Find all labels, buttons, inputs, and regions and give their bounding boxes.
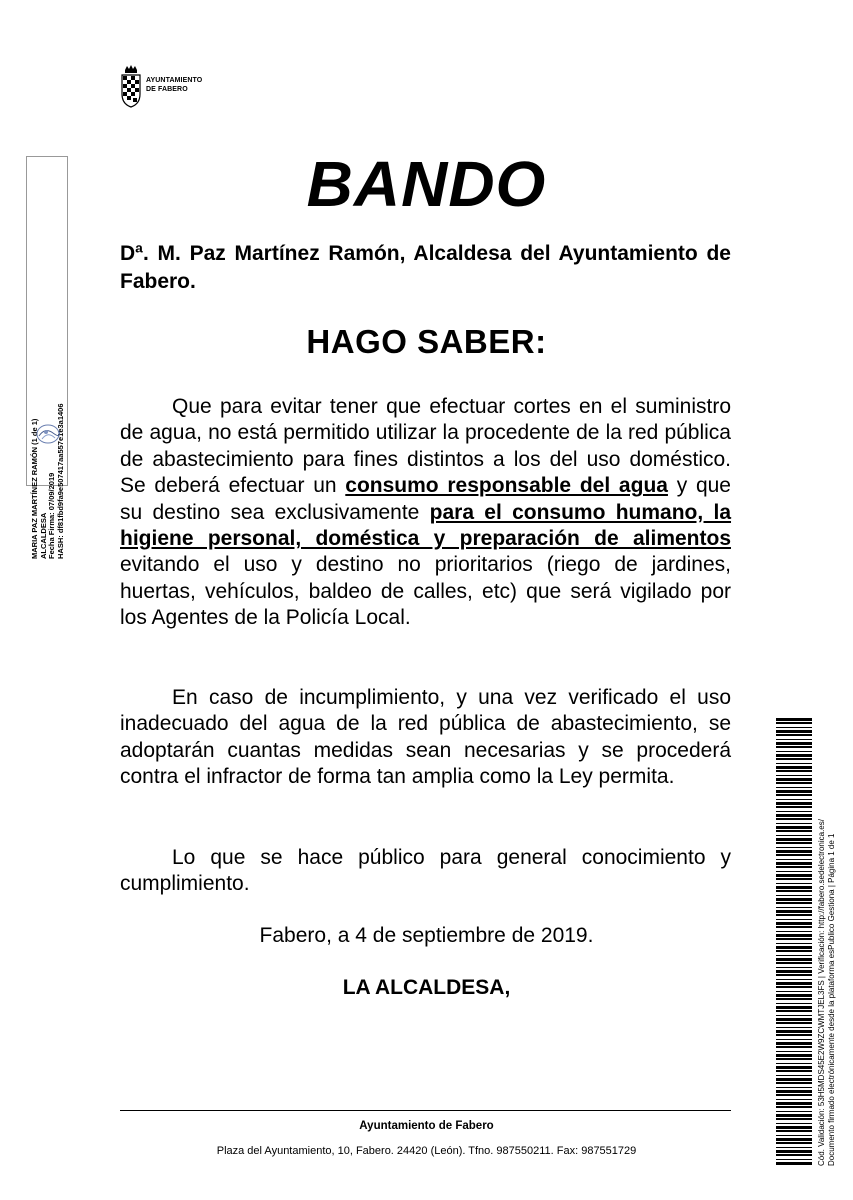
footer-divider bbox=[120, 1110, 731, 1111]
p1-highlight-2: para el consumo humano, la higiene personal, doméstica y preparación de alimentos bbox=[120, 500, 732, 551]
issuer-statement: Dª. M. Paz Martínez Ramón, Alcaldesa del Ayuntamiento de Fabero. bbox=[120, 242, 731, 293]
signature-date: Fecha Firma: 07/09/2019 bbox=[47, 472, 56, 559]
body-paragraph-3 bbox=[120, 845, 731, 898]
p1-text-b: y que su destino sea exclusivamente bbox=[120, 474, 731, 524]
barcode-icon bbox=[776, 718, 812, 1166]
logo-text bbox=[146, 76, 202, 94]
validation-info bbox=[817, 746, 836, 1166]
footer-organization: Ayuntamiento de Fabero bbox=[359, 1120, 494, 1132]
logo-text-line2: DE FABERO bbox=[146, 86, 188, 93]
signer-title: LA ALCALDESA, bbox=[342, 976, 511, 999]
footer-address: Plaza del Ayuntamiento, 10, Fabero. 24420 (León). Tfno. 987550211. Fax: 987551729 bbox=[216, 1145, 637, 1157]
document-title: BANDO bbox=[306, 148, 547, 220]
coat-of-arms-icon bbox=[120, 64, 142, 108]
signature-hash: HASH: df81fbd9fa9e507417aa557e1e3a1406 bbox=[55, 403, 65, 559]
signer-role: ALCALDESA bbox=[38, 512, 48, 559]
body-paragraph-2 bbox=[120, 685, 731, 791]
p1-text-a: Que para evitar tener que efectuar cortes en el suministro de agua, no está permitido utilizar la procedente de la red pública de abastecimiento para fines distintos a los del uso doméstico. Se deberá efectuar un bbox=[120, 395, 731, 498]
digital-seal-icon bbox=[33, 419, 63, 449]
p1-highlight-1: consumo responsable del agua bbox=[345, 474, 668, 498]
place-and-date: Fabero, a 4 de septiembre de 2019. bbox=[259, 924, 594, 947]
p2-text: En caso de incumplimiento, y una vez verificado el uso inadecuado del agua de la red pública de abastecimiento, se adoptarán cuantas medidas sean necesarias y se procederá contra el infractor de forma tan amplia como la Ley permita. bbox=[120, 686, 731, 789]
signature-details bbox=[31, 379, 65, 559]
signer-name: MARIA PAZ MARTÍNEZ RAMÓN (1 de 1) bbox=[30, 418, 39, 559]
validation-code: Cód. Validación: 53H5MDS45E2W9ZCWMTJEL3FS | Verificación: http://fabero.sedelectronica.es/ bbox=[817, 819, 826, 1166]
body-paragraph-1 bbox=[120, 394, 731, 632]
p1-text-c: evitando el uso y destino no prioritarios (riego de jardines, huertas, vehículos, baldeo de calles, etc) que será vigilado por los Agentes de la Policía Local. bbox=[120, 553, 731, 630]
validation-platform: Documento firmado electrónicamente desde la plataforma esPublico Gestiona | Página 1 de 1 bbox=[826, 833, 836, 1166]
municipal-logo bbox=[120, 60, 210, 120]
logo-text-line1: AYUNTAMIENTO bbox=[146, 77, 203, 84]
proclamation-heading: HAGO SABER: bbox=[306, 323, 547, 360]
p3-text: Lo que se hace público para general conocimiento y cumplimiento. bbox=[120, 846, 731, 896]
